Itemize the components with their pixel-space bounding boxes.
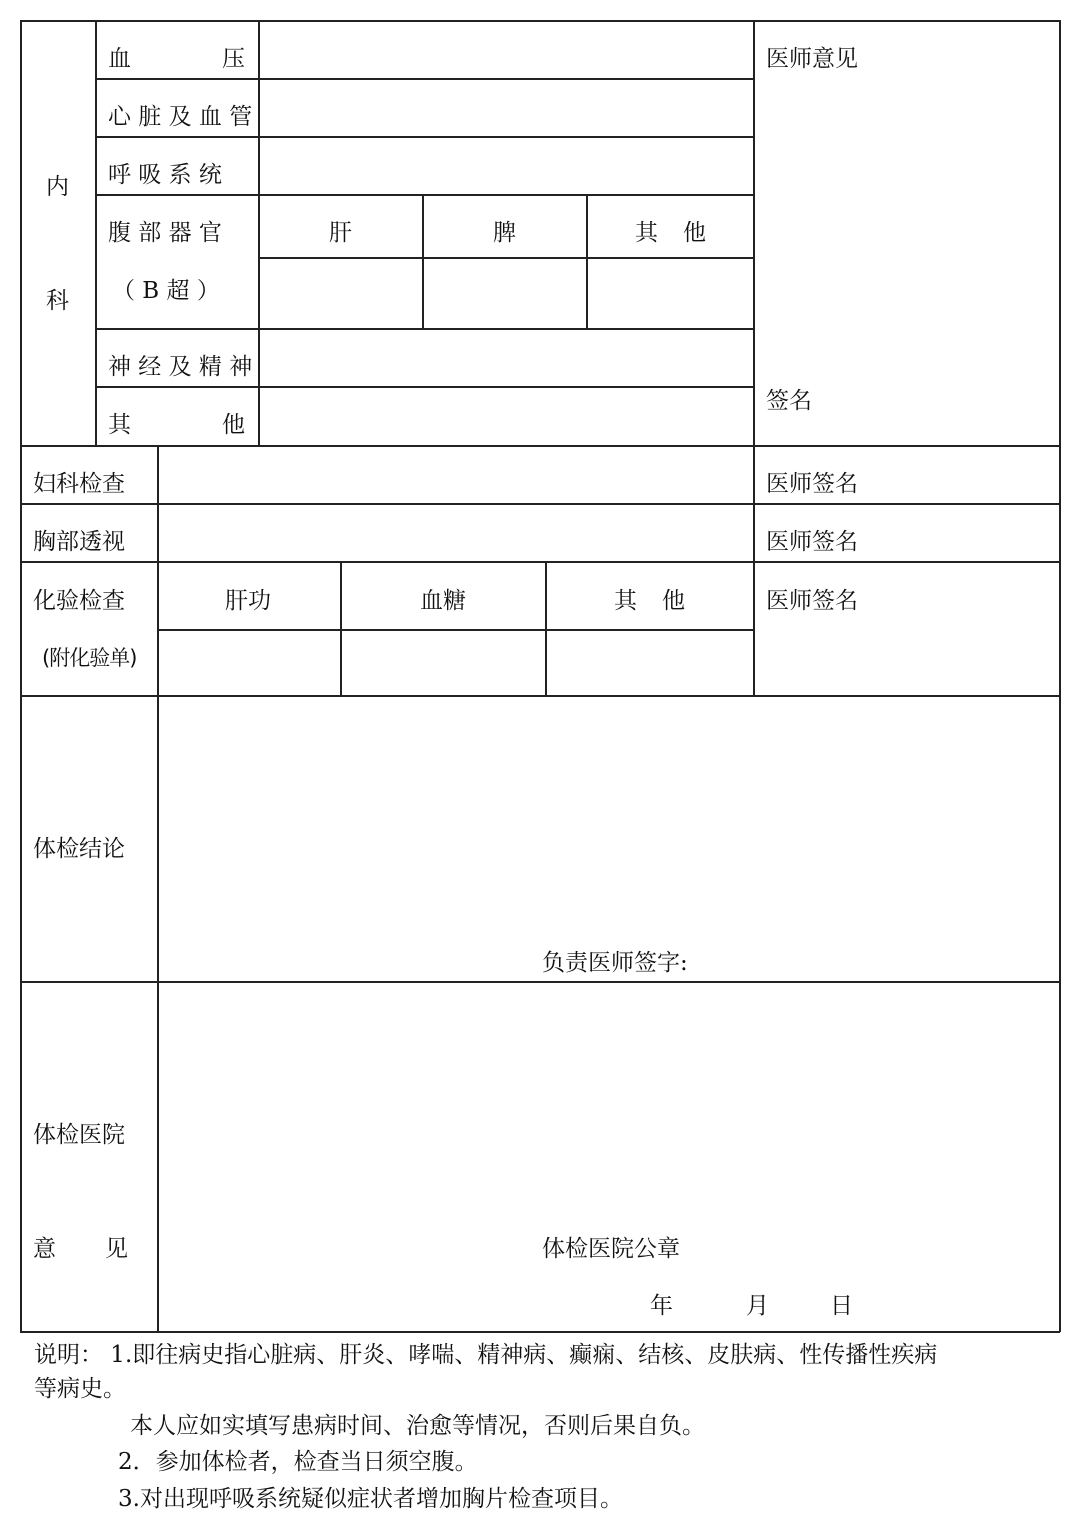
- label-month: 月: [746, 1293, 769, 1319]
- border-right: [1059, 20, 1061, 1332]
- label-neuro-clip: [97, 354, 257, 384]
- header-other-1: 其: [635, 220, 658, 246]
- label-lab-tests: 化验检查: [33, 588, 125, 614]
- rule-resp-bottom: [95, 194, 754, 196]
- section-label-internal-2: 科: [46, 288, 69, 314]
- label-hospital-seal: 体检医院公章: [542, 1236, 680, 1262]
- header-other-2: 他: [683, 220, 706, 246]
- internal-other-field[interactable]: [260, 388, 752, 444]
- exam-conclusion-field[interactable]: [159, 697, 1058, 937]
- note-line-1: 说明： 1.即往病史指心脏病、肝炎、哮喘、精神病、癫痫、结核、皮肤病、性传播性疾病: [34, 1342, 938, 1368]
- respiratory-field[interactable]: [260, 138, 752, 193]
- label-respiratory: 呼 吸 系 统: [108, 162, 222, 188]
- label-other-2: 他: [222, 412, 245, 438]
- hospital-opinion-field[interactable]: [159, 983, 1058, 1223]
- note-line-2: 等病史。: [34, 1376, 126, 1402]
- border-bottom: [20, 1331, 1060, 1333]
- heart-vascular-field[interactable]: [260, 80, 752, 135]
- label-heart-clip: [97, 104, 257, 134]
- label-heart-vascular: 心 脏 及 血 管: [108, 104, 253, 130]
- header-liver: 肝: [329, 220, 352, 246]
- label-chest-doctor-signature: 医师签名: [766, 529, 858, 555]
- abdominal-other-field[interactable]: [588, 259, 752, 327]
- chest-xray-field[interactable]: [159, 505, 752, 560]
- label-ultrasound: （ B 超 ）: [112, 278, 220, 304]
- label-internal-signature: 签名: [766, 388, 812, 414]
- label-blood-pressure-2: 压: [222, 46, 245, 72]
- blood-sugar-field[interactable]: [342, 631, 544, 694]
- label-exam-conclusion: 体检结论: [33, 836, 125, 862]
- header-liver-function: 肝功: [225, 588, 271, 614]
- header-lab-other-1: 其: [614, 588, 637, 614]
- label-day: 日: [830, 1293, 853, 1319]
- label-opinion-2: 见: [105, 1236, 128, 1262]
- border-left: [20, 20, 22, 1332]
- header-spleen: 脾: [493, 220, 516, 246]
- liver-function-field[interactable]: [159, 631, 339, 694]
- label-responsible-doctor-signature: 负责医师签字:: [542, 950, 688, 976]
- label-year: 年: [650, 1293, 673, 1319]
- note-line-3: 本人应如实填写患病时间、治愈等情况，否则后果自负。: [130, 1413, 705, 1439]
- label-gynecology: 妇科检查: [33, 471, 125, 497]
- label-abdominal-organs: 腹 部 器 官: [108, 220, 222, 246]
- rule-chest-bottom: [20, 561, 1060, 563]
- label-blood-pressure-1: 血: [108, 46, 131, 72]
- gynecology-field[interactable]: [159, 447, 752, 502]
- blood-pressure-field[interactable]: [260, 21, 752, 77]
- label-lab-attachment: (附化验单): [42, 646, 137, 670]
- label-gynecology-doctor-signature: 医师签名: [766, 471, 858, 497]
- label-lab-doctor-signature: 医师签名: [766, 588, 858, 614]
- neuro-psych-field[interactable]: [260, 330, 752, 385]
- label-chest-xray: 胸部透视: [33, 529, 125, 555]
- label-exam-hospital: 体检医院: [33, 1122, 125, 1148]
- lab-other-field[interactable]: [547, 631, 752, 694]
- label-doctor-opinion: 医师意见: [766, 46, 858, 72]
- label-neuro-psych: 神 经 及 精 神: [108, 354, 253, 380]
- spleen-field[interactable]: [424, 259, 585, 327]
- label-other-1: 其: [108, 412, 131, 438]
- section-label-internal-1: 内: [46, 174, 69, 200]
- header-lab-other-2: 他: [662, 588, 685, 614]
- doctor-opinion-field[interactable]: [755, 80, 1058, 380]
- header-blood-sugar: 血糖: [420, 588, 466, 614]
- note-line-5: 3.对出现呼吸系统疑似症状者增加胸片检查项目。: [118, 1486, 623, 1512]
- note-line-4: 2．参加体检者，检查当日须空腹。: [118, 1449, 478, 1475]
- liver-field[interactable]: [260, 259, 421, 327]
- label-opinion-1: 意: [33, 1236, 56, 1262]
